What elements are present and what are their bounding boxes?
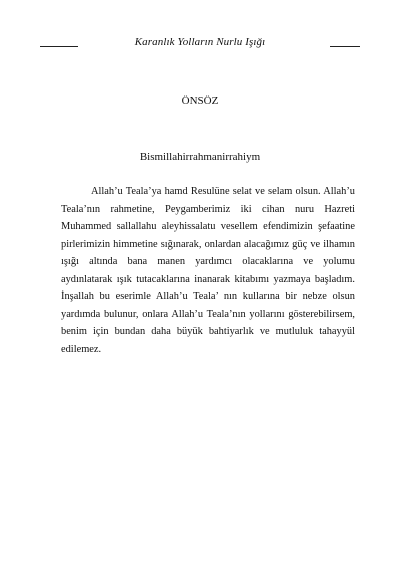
- running-header-title: Karanlık Yolların Nurlu Işığı: [134, 36, 266, 48]
- running-header: [40, 36, 360, 52]
- chapter-title: ÖNSÖZ: [181, 95, 219, 107]
- basmala-line: Bismillahirrahmanirrahiym: [139, 151, 261, 163]
- header-rule-right: [330, 46, 360, 47]
- preface-body: [61, 183, 355, 358]
- preface-paragraph: Allah’u Teala’ya hamd Resulüne selat ve selam olsun. Allah’u Teala’nın rahmetine, Peygamberimiz iki cihan nuru Hazreti Muhammed sallallahu aleyhissalatu vesellem efendimizin şefaatine pirlerimizin himmetine sığınarak, onlardan alacağımız güç ve ilhamın ışığı altında bana manen yardımcı olacaklarına ve yolumu aydınlatarak ışık tutacaklarına inanarak kitabımı yazmaya başladım. İnşallah bu eserimle Allah’u Teala’ nın kullarına bir nebze olsun yardımda bulunur, onlara Allah’u Teala’nın yollarını gösterebilirsem, benim için bundan daha büyük bahtiyarlık ve mutluluk tahayyül edilemez.: [61, 186, 355, 355]
